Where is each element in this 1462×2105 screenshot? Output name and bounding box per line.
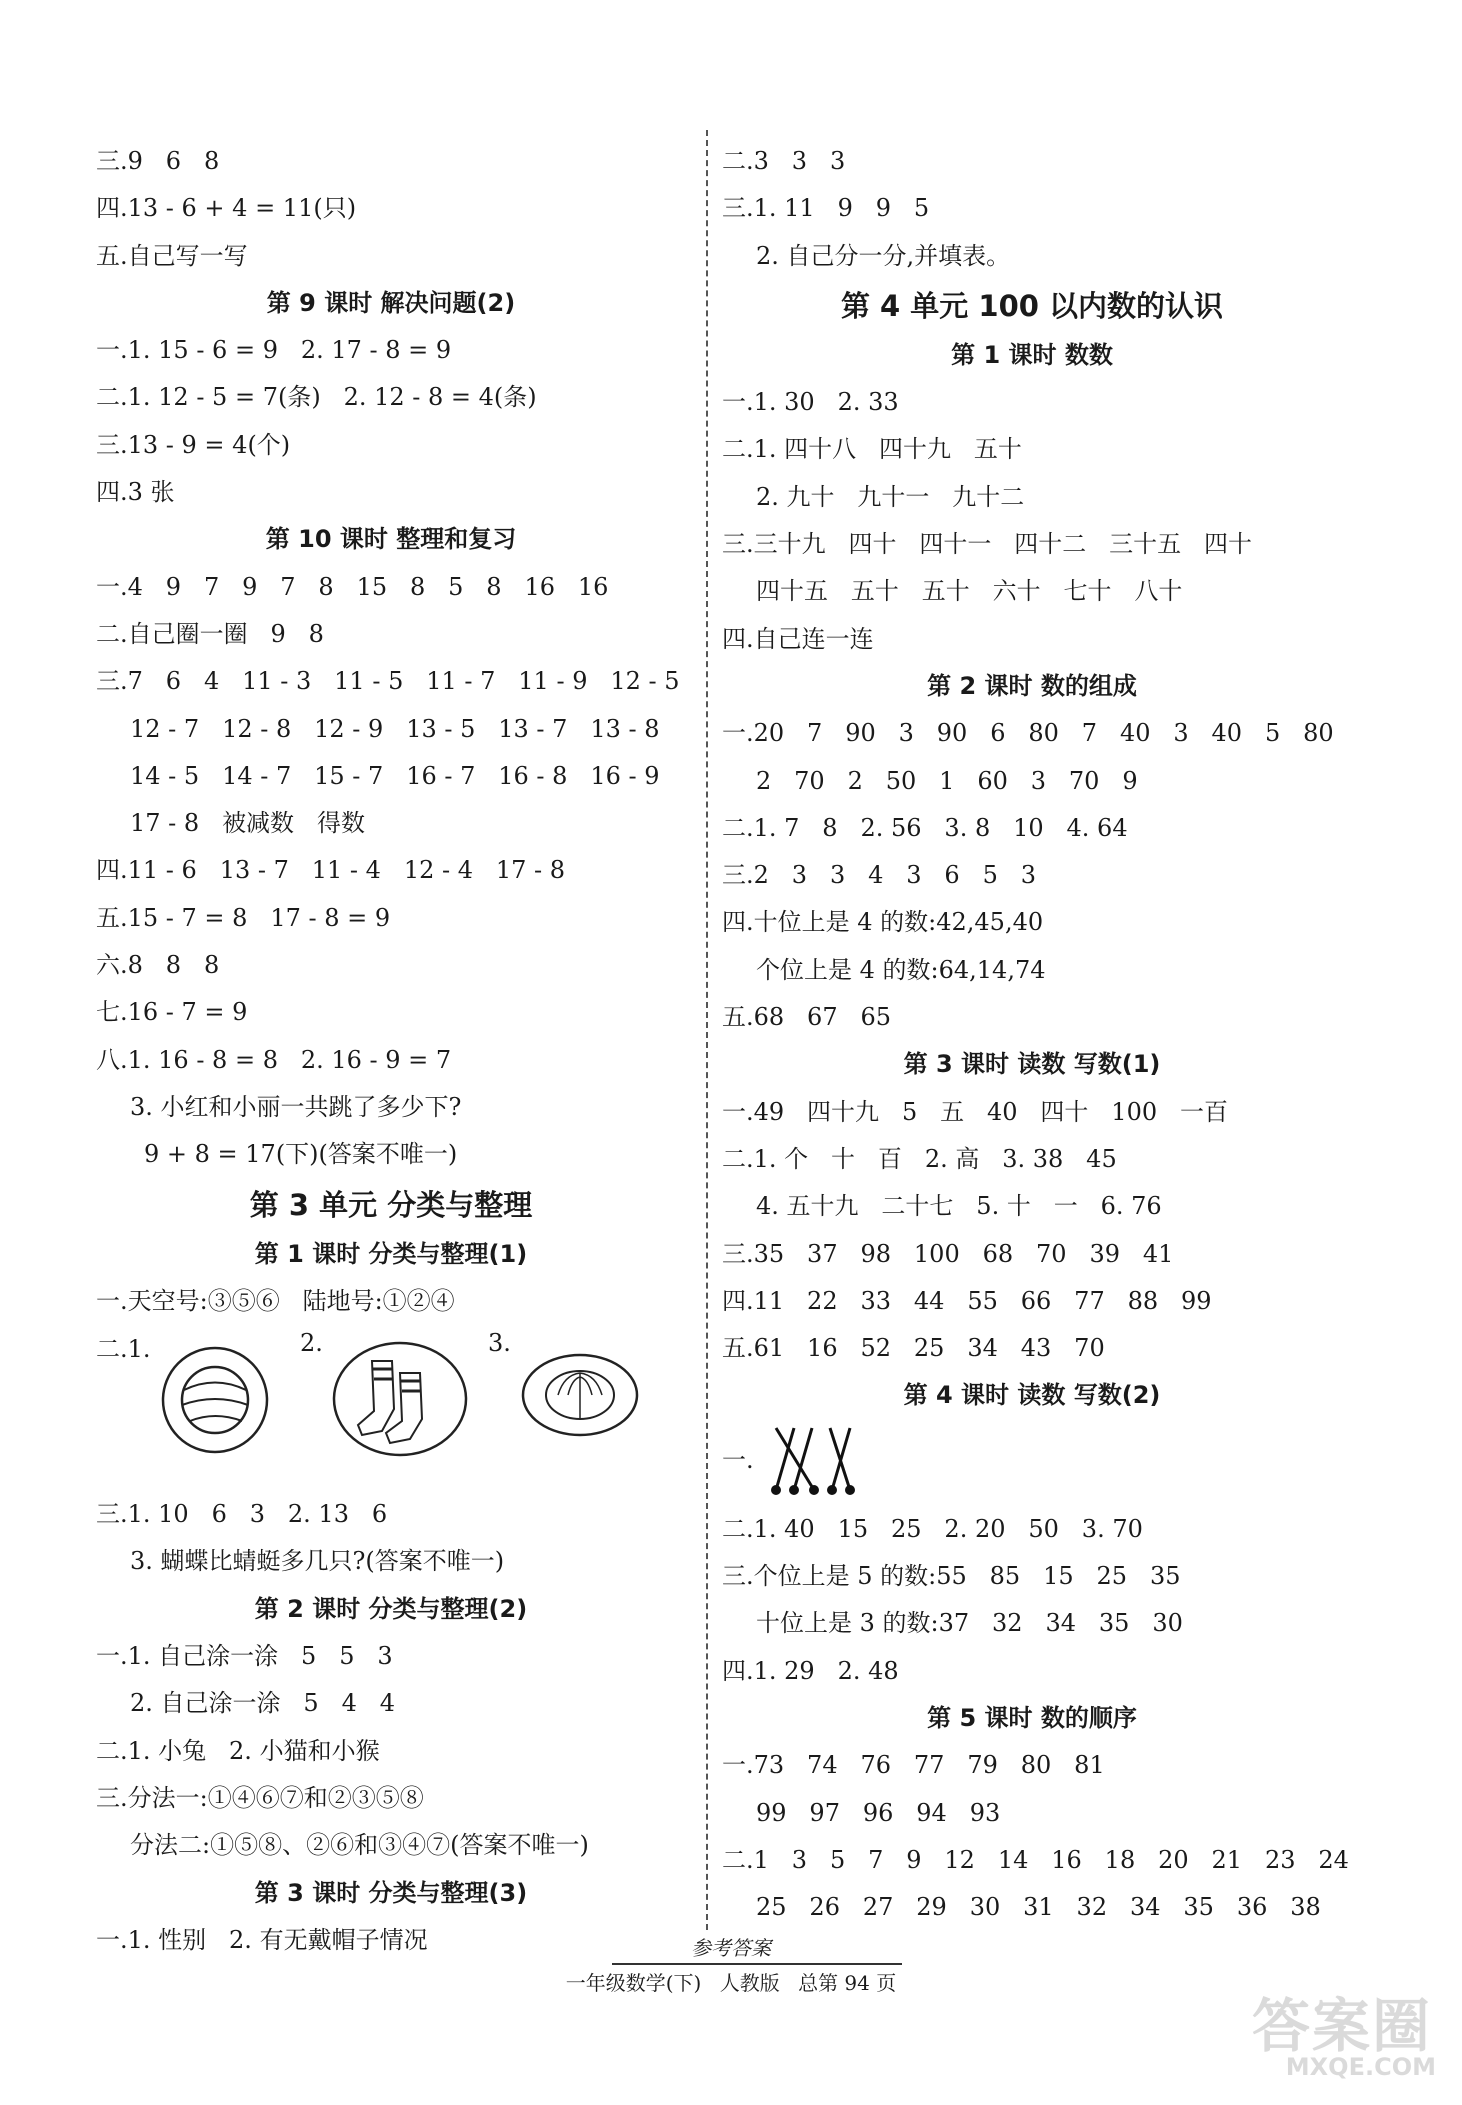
watermark-logo-text: 答案圈 [1251, 1992, 1432, 2060]
answer-line: 三.1. 11 9 9 5 [722, 194, 930, 223]
answer-line: 十位上是 3 的数:37 32 34 35 30 [756, 1609, 1183, 1638]
answer-line: 一.49 四十九 5 五 40 四十 100 一百 [722, 1097, 1228, 1126]
answer-line: 99 97 96 94 93 [756, 1798, 1001, 1827]
answer-line: 二.1. 小兔 2. 小猫和小猴 [96, 1736, 380, 1765]
answer-line: 三.2 3 3 4 3 6 5 3 [722, 861, 1036, 890]
column-divider [706, 130, 708, 1930]
answer-line: 三.7 6 4 11 - 3 11 - 5 11 - 7 11 - 9 12 - 5 [96, 667, 680, 696]
answer-label: 一. [722, 1445, 754, 1474]
matching-answer [722, 1420, 1342, 1506]
answer-line: 五.15 - 7 = 8 17 - 8 = 9 [96, 903, 391, 932]
answer-line: 七.16 - 7 = 9 [96, 998, 248, 1027]
answer-line: 六.8 8 8 [96, 951, 220, 980]
answer-line: 一.1. 性别 2. 有无戴帽子情况 [96, 1925, 428, 1954]
answer-line: 一.1. 30 2. 33 [722, 388, 899, 417]
footer-page: 总第 94 页 [798, 1971, 897, 1995]
picture-label: 二.1. [96, 1335, 151, 1364]
answer-line: 四十五 五十 五十 六十 七十 八十 [756, 577, 1183, 606]
answer-line: 二.1. 7 8 2. 56 3. 8 10 4. 64 [722, 813, 1128, 842]
answer-line: 四.1. 29 2. 48 [722, 1656, 899, 1685]
lesson-heading: 第 2 课时 数的组成 [927, 671, 1137, 700]
lesson-heading: 第 10 课时 整理和复习 [265, 525, 517, 554]
answer-line: 一.天空号:③⑤⑥ 陆地号:①②④ [96, 1286, 455, 1315]
unit-heading: 第 4 单元 100 以内数的认识 [840, 288, 1224, 323]
right-column [722, 138, 1349, 1931]
answer-line: 分法二:①⑤⑧、②⑥和③④⑦(答案不唯一) [130, 1831, 589, 1860]
answer-line: 三.分法一:①④⑥⑦和②③⑤⑧ [96, 1783, 424, 1812]
answer-line: 三.三十九 四十 四十一 四十二 三十五 四十 [722, 530, 1253, 559]
answer-line: 2 70 2 50 1 60 3 70 9 [756, 766, 1138, 795]
watermark-url: MXQE.COM [1285, 2053, 1436, 2081]
answer-line: 一.73 74 76 77 79 80 81 [722, 1751, 1105, 1780]
answer-line: 4. 五十九 二十七 5. 十 一 6. 76 [756, 1192, 1162, 1221]
answer-line: 二.1 3 5 7 9 12 14 16 18 20 21 23 24 [722, 1845, 1349, 1874]
socks-icon [330, 1339, 470, 1459]
answer-line: 二.1. 12 - 5 = 7(条) 2. 12 - 8 = 4(条) [96, 383, 537, 412]
answer-line: 25 26 27 29 30 31 32 34 35 36 38 [756, 1893, 1321, 1922]
answer-line: 9 + 8 = 17(下)(答案不唯一) [144, 1140, 458, 1169]
answer-line: 三.9 6 8 [96, 147, 220, 175]
answer-line: 二.自己圈一圈 9 8 [96, 619, 324, 648]
picture-label: 3. [488, 1329, 511, 1358]
answer-line: 三.35 37 98 100 68 70 39 41 [722, 1239, 1174, 1268]
answer-line: 个位上是 4 的数:64,14,74 [756, 955, 1046, 984]
lesson-heading: 第 5 课时 数的顺序 [927, 1703, 1137, 1732]
lesson-heading: 第 4 课时 读数 写数(2) [903, 1381, 1161, 1410]
watermark [1222, 1979, 1442, 2089]
answer-line: 四.11 - 6 13 - 7 11 - 4 12 - 4 17 - 8 [96, 856, 566, 885]
answer-line: 四.十位上是 4 的数:42,45,40 [722, 908, 1044, 937]
answer-line: 五.自己写一写 [96, 241, 248, 270]
answer-line: 二.1. 四十八 四十九 五十 [722, 435, 1022, 464]
lesson-heading: 第 2 课时 分类与整理(2) [254, 1594, 528, 1623]
lesson-heading: 第 9 课时 解决问题(2) [266, 288, 516, 317]
answer-line: 2. 九十 九十一 九十二 [756, 482, 1025, 511]
answer-line: 四.自己连一连 [722, 624, 874, 653]
classification-pictures [96, 1325, 686, 1491]
answer-line: 14 - 5 14 - 7 15 - 7 16 - 7 16 - 8 16 - 9 [130, 761, 660, 790]
answer-line: 二.1. 个 十 百 2. 高 3. 38 45 [722, 1144, 1117, 1173]
lesson-heading: 第 1 课时 数数 [951, 340, 1113, 369]
footer-rule [612, 1963, 902, 1965]
answer-line: 一.4 9 7 9 7 8 15 8 5 8 16 16 [96, 572, 609, 601]
lesson-heading: 第 1 课时 分类与整理(1) [254, 1239, 528, 1268]
answer-line: 三.1. 10 6 3 2. 13 6 [96, 1500, 388, 1529]
answer-line: 五.68 67 65 [722, 1003, 892, 1032]
answer-line: 三.13 - 9 = 4(个) [96, 430, 291, 459]
answer-line: 四.11 22 33 44 55 66 77 88 99 [722, 1286, 1212, 1315]
answer-line: 一.1. 自己涂一涂 5 5 3 [96, 1642, 393, 1671]
answer-line: 17 - 8 被减数 得数 [130, 809, 365, 838]
pumpkin-icon [520, 1349, 640, 1439]
lesson-heading: 第 3 课时 读数 写数(1) [903, 1050, 1161, 1079]
answer-line: 五.61 16 52 25 34 43 70 [722, 1334, 1105, 1363]
footer-grade: 一年级数学(下) [565, 1971, 702, 1995]
answer-line: 二.3 3 3 [722, 147, 846, 175]
answer-line: 2. 自己分一分,并填表。 [756, 241, 1011, 270]
footer-title: 参考答案 [691, 1936, 771, 1960]
answer-line: 二.1. 40 15 25 2. 20 50 3. 70 [722, 1514, 1143, 1543]
answer-line: 3. 蝴蝶比蜻蜓多几只?(答案不唯一) [130, 1547, 505, 1576]
volleyball-icon [160, 1345, 270, 1455]
answer-line: 3. 小红和小丽一共跳了多少下? [130, 1092, 462, 1121]
answer-line: 12 - 7 12 - 8 12 - 9 13 - 5 13 - 7 13 - 8 [130, 714, 660, 743]
matching-lines-diagram [764, 1420, 874, 1500]
answer-line: 一.1. 15 - 6 = 9 2. 17 - 8 = 9 [96, 336, 452, 365]
footer-edition: 人教版 [719, 1971, 780, 1995]
answer-line: 一.20 7 90 3 90 6 80 7 40 3 40 5 80 [722, 719, 1334, 748]
answer-line: 四.3 张 [96, 478, 175, 507]
unit-heading: 第 3 单元 分类与整理 [249, 1187, 533, 1222]
lesson-heading: 第 3 课时 分类与整理(3) [254, 1878, 528, 1907]
answer-line: 四.13 - 6 + 4 = 11(只) [96, 194, 357, 223]
picture-label: 2. [300, 1329, 323, 1358]
answer-line: 三.个位上是 5 的数:55 85 15 25 35 [722, 1562, 1181, 1591]
answer-line: 2. 自己涂一涂 5 4 4 [130, 1689, 395, 1718]
answer-line: 八.1. 16 - 8 = 8 2. 16 - 9 = 7 [96, 1045, 452, 1074]
left-column [96, 138, 686, 1964]
